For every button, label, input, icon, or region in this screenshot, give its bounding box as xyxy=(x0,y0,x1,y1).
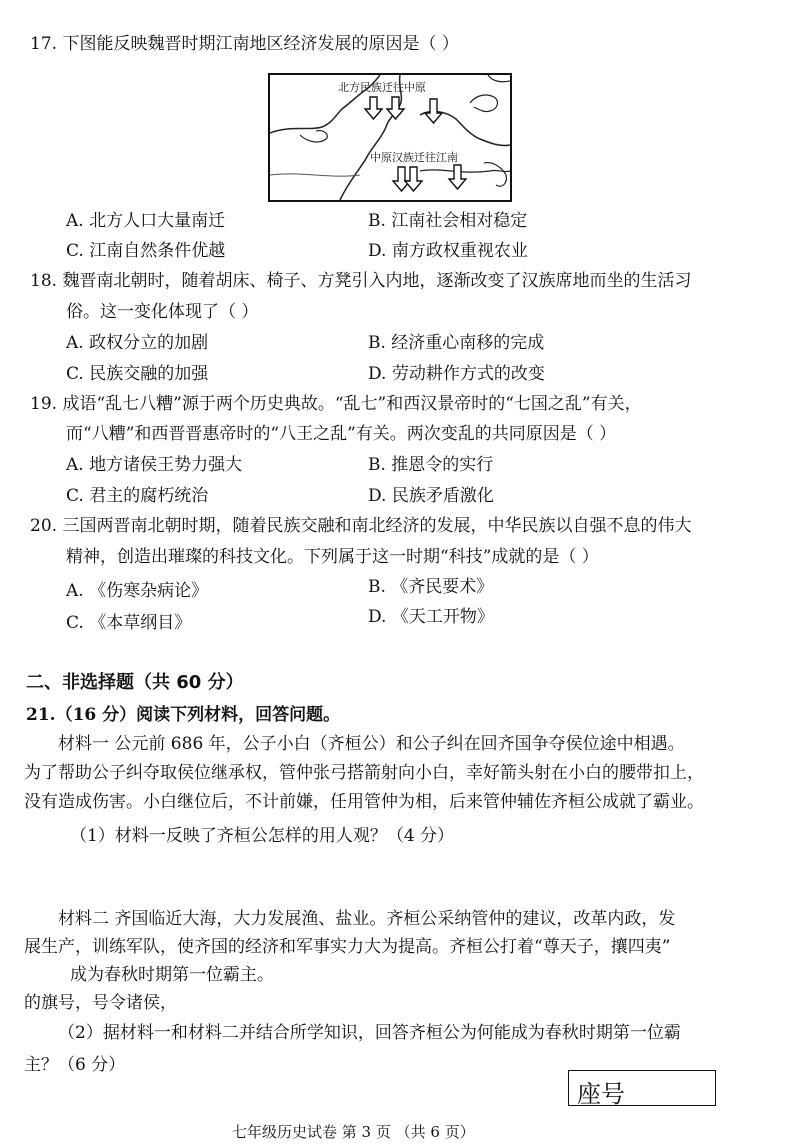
q17-option-a: A. 北方人口大量南迁 xyxy=(66,211,226,231)
map-label-north: 北方民族迁往中原 xyxy=(338,81,426,94)
q18-stem-line2: 俗。这一变化体现了（ ） xyxy=(66,302,259,322)
q18-stem-line1: 18. 魏晋南北朝时，随着胡床、椅子、方凳引入内地，逐渐改变了汉族席地而坐的生活习 xyxy=(30,271,692,291)
q19-option-b: B. 推恩令的实行 xyxy=(368,455,494,475)
q18-option-b: B. 经济重心南移的完成 xyxy=(368,333,545,353)
q20-option-d: D. 《天工开物》 xyxy=(368,607,494,627)
material1-line2: 为了帮助公子纠夺取侯位继承权，管仲张弓搭箭射向小白，幸好箭头射在小白的腰带扣上， xyxy=(24,763,704,783)
material1-line3: 没有造成伤害。小白继位后，不计前嫌，任用管仲为相，后来管仲辅佐齐桓公成就了霸业。 xyxy=(24,792,704,812)
q17-option-c: C. 江南自然条件优越 xyxy=(66,241,226,261)
q21-subquestion-1: （1）材料一反映了齐桓公怎样的用人观？（4 分） xyxy=(70,826,455,846)
q17-option-b: B. 江南社会相对稳定 xyxy=(368,211,528,231)
q18-option-d: D. 劳动耕作方式的改变 xyxy=(368,364,545,384)
q17-option-d: D. 南方政权重视农业 xyxy=(368,241,528,261)
q21-subquestion-2-line2: 主？（6 分） xyxy=(24,1055,126,1075)
material2-line3: 成为春秋时期第一位霸主。 xyxy=(70,965,274,985)
q21-subquestion-2-line1: （2）据材料一和材料二并结合所学知识，回答齐桓公为何能成为春秋时期第一位霸 xyxy=(58,1023,681,1043)
q20-option-b: B. 《齐民要术》 xyxy=(368,577,494,597)
q20-option-a: A. 《伤寒杂病论》 xyxy=(66,581,209,601)
material2-line4: 的旗号，号令诸侯， xyxy=(24,993,177,1013)
section-title: 二、非选择题（共 60 分） xyxy=(26,672,244,693)
q19-option-c: C. 君主的腐朽统治 xyxy=(66,486,209,506)
page-footer: 七年级历史试卷 第 3 页 （共 6 页） xyxy=(232,1123,475,1141)
material1-line1: 材料一 公元前 686 年，公子小白（齐桓公）和公子纠在回齐国争夺侯位途中相遇。 xyxy=(58,734,685,754)
map-drawing xyxy=(270,75,510,200)
map-label-south: 中原汉族迁往江南 xyxy=(370,151,458,164)
q19-stem-line1: 19. 成语“乱七八糟”源于两个历史典故。“乱七”和西汉景帝时的“七国之乱”有关， xyxy=(30,394,642,414)
q21-stem: 21.（16 分）阅读下列材料，回答问题。 xyxy=(26,705,341,725)
seat-number-box xyxy=(568,1070,716,1106)
q20-stem-line1: 20. 三国两晋南北朝时期，随着民族交融和南北经济的发展，中华民族以自强不息的伟大 xyxy=(30,516,692,536)
q19-option-d: D. 民族矛盾激化 xyxy=(368,486,494,506)
q20-option-c: C. 《本草纲目》 xyxy=(66,613,192,633)
q19-option-a: A. 地方诸侯王势力强大 xyxy=(66,455,243,475)
q18-option-c: C. 民族交融的加强 xyxy=(66,364,209,384)
q18-option-a: A. 政权分立的加剧 xyxy=(66,333,209,353)
migration-map xyxy=(268,73,512,202)
q17-stem: 17. 下图能反映魏晋时期江南地区经济发展的原因是（ ） xyxy=(30,34,459,54)
material2-line1: 材料二 齐国临近大海，大力发展渔、盐业。齐桓公采纳管仲的建议，改革内政，发 xyxy=(58,909,676,929)
seat-number-label: 座号 xyxy=(577,1080,625,1108)
material2-line2: 展生产，训练军队，使齐国的经济和军事实力大为提高。齐桓公打着“尊天子，攘四夷” xyxy=(24,937,671,957)
q19-stem-line2: 而“八糟”和西晋晋惠帝时的“八王之乱”有关。两次变乱的共同原因是（ ） xyxy=(66,424,617,444)
q20-stem-line2: 精神，创造出璀璨的科技文化。下列属于这一时期“科技”成就的是（ ） xyxy=(66,547,599,567)
